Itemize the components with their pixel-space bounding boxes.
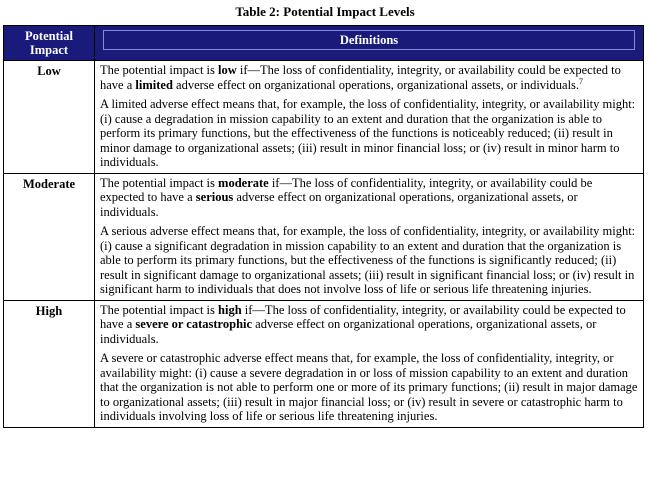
definition-cell <box>95 61 644 174</box>
definition-paragraph <box>100 63 639 92</box>
table-caption: Table 2: Potential Impact Levels <box>235 4 415 19</box>
table-row <box>4 61 644 174</box>
bold-term: high <box>218 302 242 317</box>
impact-level-moderate: Moderate <box>4 173 95 300</box>
text-run: The potential impact is <box>100 175 219 190</box>
text-run: if—The loss of confidentiality, integrity, or availability could be expected to have a <box>100 302 626 331</box>
bold-term: low <box>218 63 237 77</box>
header-definitions-label: Definitions <box>103 30 635 50</box>
header-definitions <box>95 26 644 61</box>
impact-level-high: High <box>4 300 95 427</box>
impact-level-low: Low <box>4 61 95 174</box>
text-run: The potential impact is <box>100 63 219 77</box>
table-row <box>4 300 644 427</box>
text-run: adverse effect on organizational operations, organizational assets, or individuals. <box>172 77 580 92</box>
header-potential-impact: Potential Impact <box>4 26 95 61</box>
definition-cell <box>95 300 644 427</box>
definition-paragraph <box>100 303 639 347</box>
footnote-marker: 7 <box>579 76 584 86</box>
bold-term: limited <box>135 77 173 92</box>
bold-term: moderate <box>218 175 269 190</box>
table-row <box>4 173 644 300</box>
text-run: adverse effect on organizational operations, organizational assets, or individuals. <box>100 317 597 346</box>
text-run: adverse effect on organizational operations, organizational assets, or individuals. <box>100 190 578 219</box>
bold-term: serious <box>195 190 234 204</box>
text-run: The potential impact is <box>100 302 219 317</box>
definition-explanation: A severe or catastrophic adverse effect means that, for example, the loss of confidentiality, integrity, or availability might: (i) cause a severe degradation in or loss of mission capability to an extent and duration that the organization is not able to perform one or more of its primary functions; (ii) result in major damage to organizational assets; (iii) result in major financial loss; or (iv) result in severe or catastrophic harm to individuals involving loss of life or serious life threatening injuries. <box>100 351 638 423</box>
table-header-row <box>4 26 644 61</box>
bold-term: severe or catastrophic <box>135 317 253 331</box>
definition-explanation: A limited adverse effect means that, for example, the loss of confidentiality, integrity, or availability might: (i) cause a degradation in mission capability to an extent and duration that the organization is able to perform its primary functions, but the effectiveness of the functions is noticeably reduced; (ii) result in minor damage to organizational assets; (iii) result in minor financial loss; or (iv) result in minor harm to individuals. <box>100 97 636 169</box>
definition-explanation: A serious adverse effect means that, for example, the loss of confidentiality, integrity, or availability might: (i) cause a significant degradation in mission capability to an extent and duration that the organization is able to perform its primary functions, but the effectiveness of the functions is significantly reduced; (ii) result in significant damage to organizational assets; (iii) result in significant financial loss; or (iv) result in significant harm to individuals that does not involve loss of life or serious life threatening injuries. <box>100 224 636 296</box>
definition-cell <box>95 173 644 300</box>
definition-paragraph <box>100 176 639 220</box>
text-run: if—The loss of confidentiality, integrity, or availability could be expected to have a <box>100 175 593 204</box>
text-run: if—The loss of confidentiality, integrity, or availability could be expected to have a <box>100 63 621 92</box>
impact-levels-table <box>3 25 644 428</box>
